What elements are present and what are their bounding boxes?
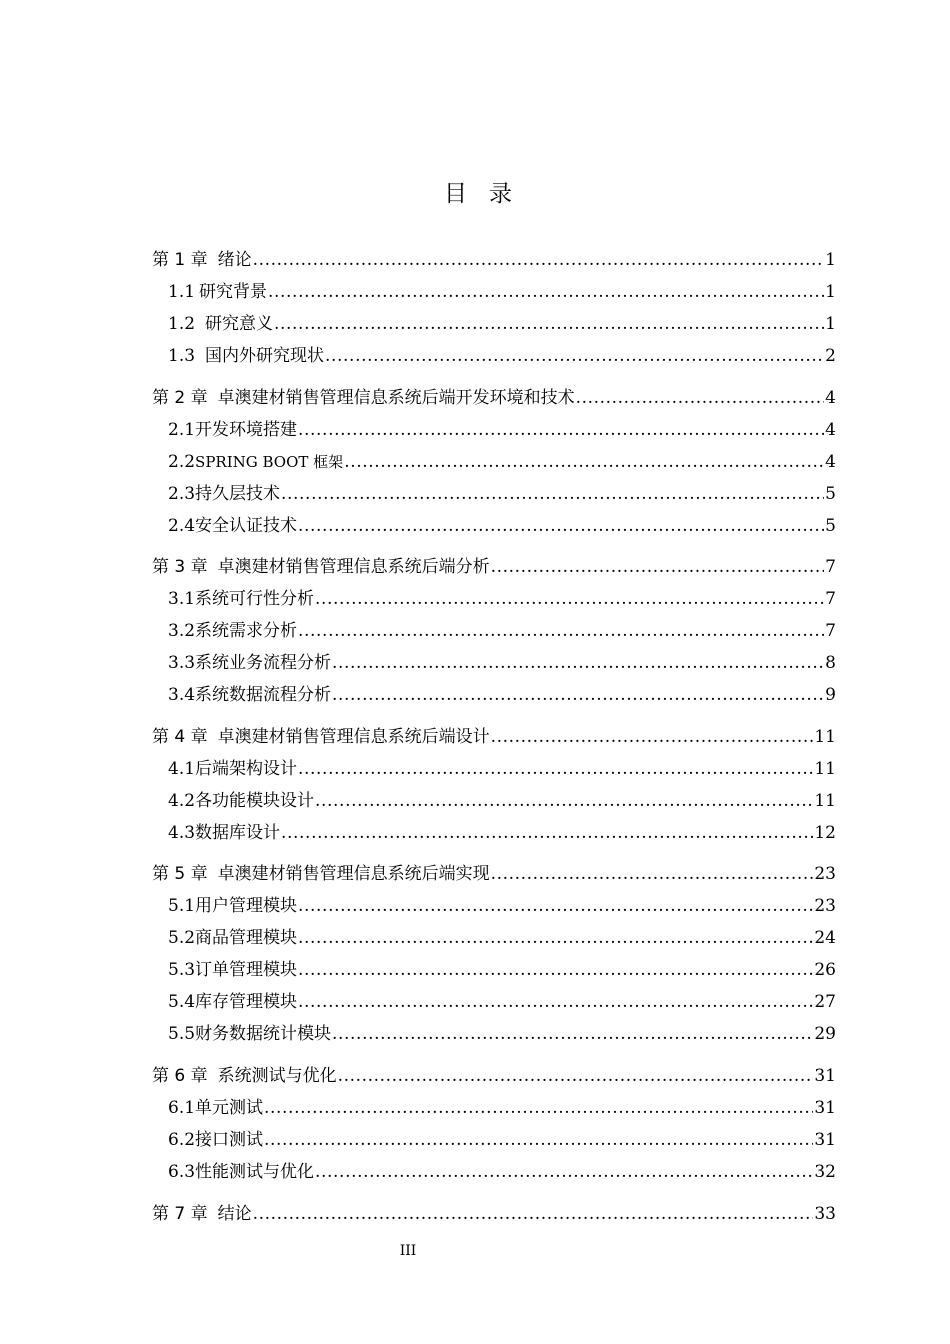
section-title: 用户管理模块 <box>195 896 298 917</box>
page-title: 目录 <box>444 181 534 207</box>
dot-leader <box>298 414 824 446</box>
dot-leader <box>332 679 824 711</box>
chapter-number: 第 4 章 <box>152 726 208 747</box>
section-number: 3.2 <box>168 621 196 642</box>
dot-leader <box>315 785 813 817</box>
page-number: 29 <box>814 1024 836 1045</box>
page-number: 7 <box>825 621 836 642</box>
section-number: 6.2 <box>168 1129 196 1150</box>
page-number: 11 <box>814 790 836 811</box>
dot-leader <box>298 615 824 647</box>
section-number: 5.1 <box>168 896 196 917</box>
page-number: 1 <box>825 282 836 302</box>
section-title: 商品管理模块 <box>195 928 298 949</box>
toc-section-entry[interactable] <box>152 954 836 986</box>
toc-section-entry[interactable] <box>152 446 836 478</box>
toc-section-entry[interactable] <box>152 414 836 446</box>
dot-leader <box>315 1156 813 1188</box>
section-number: 3.1 <box>168 589 196 610</box>
dot-leader <box>298 986 813 1018</box>
page-number: 31 <box>814 1065 836 1086</box>
dot-leader <box>253 1198 814 1230</box>
section-number: 1.2 <box>168 314 196 334</box>
toc-chapter-group <box>152 858 836 1050</box>
dot-leader <box>315 583 824 615</box>
dot-leader <box>298 510 824 542</box>
section-number: 5.5 <box>168 1024 196 1045</box>
toc-section-entry[interactable] <box>152 276 836 308</box>
section-title: 开发环境搭建 <box>195 419 298 440</box>
page-number: 23 <box>814 896 836 917</box>
section-title: 国内外研究现状 <box>205 346 325 366</box>
page-number: 1 <box>825 314 836 334</box>
toc-chapter-entry[interactable] <box>152 858 836 890</box>
toc-chapter-group <box>152 382 836 542</box>
dot-leader <box>268 276 824 308</box>
page-number: 31 <box>814 1097 836 1118</box>
page-number: 23 <box>814 864 836 885</box>
toc-chapter-entry[interactable] <box>152 551 836 583</box>
section-title: 系统业务流程分析 <box>195 653 332 674</box>
section-number: 2.4 <box>168 515 196 536</box>
page-number: 7 <box>825 589 836 610</box>
toc-chapter-group <box>152 1060 836 1188</box>
toc-section-entry[interactable] <box>152 615 836 647</box>
chapter-title: 卓澳建材销售管理信息系统后端分析 <box>217 557 490 578</box>
toc-chapter-group <box>152 551 836 711</box>
page-number: 24 <box>814 928 836 949</box>
toc-chapter-entry[interactable] <box>152 1198 836 1230</box>
dot-leader <box>298 890 813 922</box>
dot-leader <box>491 858 814 890</box>
page-number: 11 <box>814 758 836 779</box>
toc-chapter-entry[interactable] <box>152 721 836 753</box>
toc-section-entry[interactable] <box>152 890 836 922</box>
toc-chapter-entry[interactable] <box>152 244 836 276</box>
chapter-number: 第 3 章 <box>152 557 208 578</box>
dot-leader <box>344 446 824 478</box>
section-number: 6.3 <box>168 1161 196 1182</box>
dot-leader <box>281 478 824 510</box>
toc-section-entry[interactable] <box>152 583 836 615</box>
section-title: 订单管理模块 <box>195 960 298 981</box>
page-number: 5 <box>825 483 836 504</box>
section-number: 5.2 <box>168 928 196 949</box>
section-title: 性能测试与优化 <box>195 1161 315 1182</box>
section-title: SPRING BOOT 框架 <box>195 452 344 471</box>
toc-section-entry[interactable] <box>152 817 836 849</box>
section-number: 4.1 <box>168 758 196 779</box>
chapter-title: 卓澳建材销售管理信息系统后端设计 <box>217 726 490 747</box>
section-number: 3.3 <box>168 653 196 674</box>
dot-leader <box>491 721 814 753</box>
toc-section-entry[interactable] <box>152 679 836 711</box>
section-number: 2.2 <box>168 451 196 472</box>
section-number: 2.3 <box>168 483 196 504</box>
page-number: 12 <box>814 822 836 843</box>
page-number: 32 <box>814 1161 836 1182</box>
toc-section-entry[interactable] <box>152 340 836 372</box>
page-number: 5 <box>825 515 836 536</box>
section-title: 后端架构设计 <box>195 758 298 779</box>
toc-section-entry[interactable] <box>152 1092 836 1124</box>
section-number: 6.1 <box>168 1097 196 1118</box>
page-number: 31 <box>814 1129 836 1150</box>
section-title: 安全认证技术 <box>195 515 298 536</box>
page-number: 11 <box>814 726 836 747</box>
dot-leader <box>298 753 813 785</box>
page-number: 7 <box>825 557 836 578</box>
toc-section-entry[interactable] <box>152 1018 836 1050</box>
page-number: 27 <box>814 992 836 1013</box>
dot-leader <box>332 1018 813 1050</box>
dot-leader <box>298 922 813 954</box>
toc-chapter-group <box>152 244 836 372</box>
toc-section-entry[interactable] <box>152 922 836 954</box>
toc-chapter-group <box>152 721 836 849</box>
page-number: 4 <box>825 451 836 472</box>
page-number: 4 <box>825 419 836 440</box>
section-number: 5.4 <box>168 992 196 1013</box>
chapter-title: 结论 <box>217 1203 252 1224</box>
toc-section-entry[interactable] <box>152 1156 836 1188</box>
dot-leader <box>274 308 824 340</box>
toc-section-entry[interactable] <box>152 308 836 340</box>
dot-leader <box>264 1092 813 1124</box>
dot-leader <box>576 382 825 414</box>
toc-section-entry[interactable] <box>152 647 836 679</box>
section-title: 单元测试 <box>195 1097 264 1118</box>
toc-section-entry[interactable] <box>152 785 836 817</box>
section-title: 持久层技术 <box>195 483 281 504</box>
page-number: 2 <box>825 346 836 366</box>
page-footer-number: III <box>399 1243 417 1259</box>
toc-section-entry[interactable] <box>152 753 836 785</box>
section-number: 3.4 <box>168 685 196 706</box>
section-title: 财务数据统计模块 <box>195 1024 332 1045</box>
chapter-title: 系统测试与优化 <box>217 1065 337 1086</box>
section-title: 系统需求分析 <box>195 621 298 642</box>
dot-leader <box>491 551 825 583</box>
page-number: 1 <box>825 250 836 270</box>
page-number: 26 <box>814 960 836 981</box>
toc-section-entry[interactable] <box>152 986 836 1018</box>
chapter-number: 第 6 章 <box>152 1065 208 1086</box>
chapter-title: 卓澳建材销售管理信息系统后端开发环境和技术 <box>217 387 575 408</box>
section-number: 5.3 <box>168 960 196 981</box>
section-number: 2.1 <box>168 419 196 440</box>
section-title: 系统数据流程分析 <box>195 685 332 706</box>
chapter-title: 卓澳建材销售管理信息系统后端实现 <box>217 864 490 885</box>
section-title: 研究背景 <box>199 282 268 302</box>
dot-leader <box>332 647 824 679</box>
toc-chapter-entry[interactable] <box>152 1060 836 1092</box>
chapter-number: 第 2 章 <box>152 387 208 408</box>
section-title: 研究意义 <box>205 314 274 334</box>
section-number: 1.3 <box>168 346 196 366</box>
chapter-number: 第 1 章 <box>152 250 208 270</box>
chapter-title: 绪论 <box>217 250 252 270</box>
toc-section-entry[interactable] <box>152 478 836 510</box>
section-number: 1.1 <box>168 282 196 302</box>
section-number: 4.3 <box>168 822 196 843</box>
toc-chapter-group <box>152 1198 836 1230</box>
dot-leader <box>338 1060 814 1092</box>
section-number: 4.2 <box>168 790 196 811</box>
section-title: 数据库设计 <box>195 822 281 843</box>
table-of-contents <box>152 244 836 1230</box>
section-title: 接口测试 <box>195 1129 264 1150</box>
dot-leader <box>281 817 813 849</box>
section-title: 系统可行性分析 <box>195 589 315 610</box>
chapter-number: 第 5 章 <box>152 864 208 885</box>
dot-leader <box>253 244 825 276</box>
toc-section-entry[interactable] <box>152 510 836 542</box>
dot-leader <box>298 954 813 986</box>
page-number: 9 <box>825 685 836 706</box>
dot-leader <box>264 1124 813 1156</box>
toc-chapter-entry[interactable] <box>152 382 836 414</box>
page-number: 8 <box>825 653 836 674</box>
page-number: 33 <box>814 1203 836 1224</box>
page-number: 4 <box>825 387 836 408</box>
chapter-number: 第 7 章 <box>152 1203 208 1224</box>
section-title: 库存管理模块 <box>195 992 298 1013</box>
toc-section-entry[interactable] <box>152 1124 836 1156</box>
section-title: 各功能模块设计 <box>195 790 315 811</box>
dot-leader <box>325 340 824 372</box>
